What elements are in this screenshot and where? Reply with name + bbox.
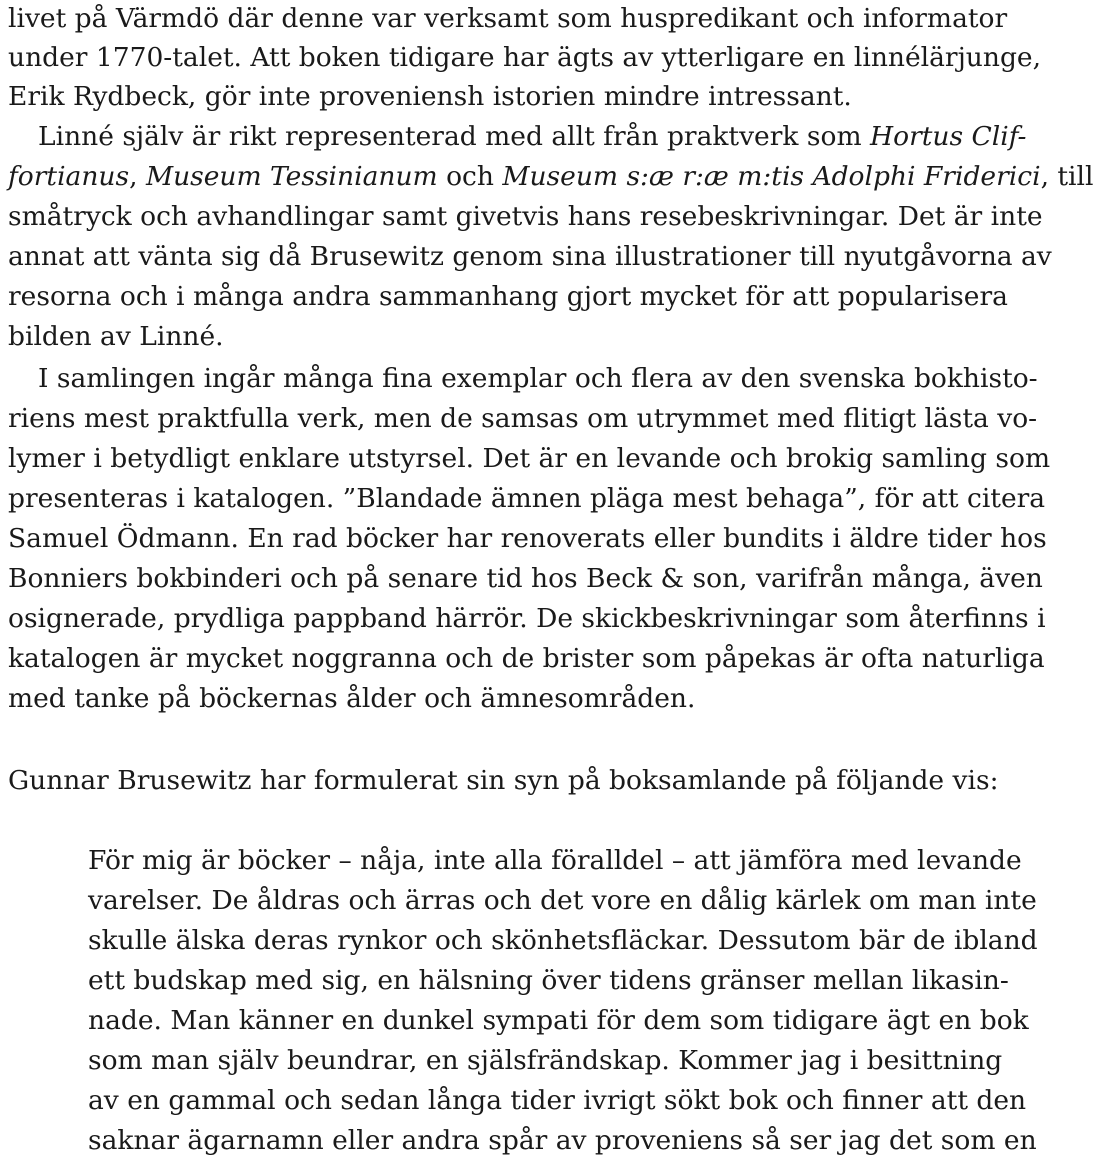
- text-line: [8, 318, 952, 358]
- text-span: Linné själv är rikt representerad med allt från praktverk som: [38, 121, 870, 152]
- text-span: med tanke på böckernas ålder och ämnesområden.: [8, 683, 696, 714]
- text-span: annat att vänta sig då Brusewitz genom sina illustrationer till nyutgåvorna av: [8, 241, 1052, 272]
- text-line: [8, 440, 1051, 480]
- text-line: [8, 39, 1042, 79]
- quote-line: som man själv beundrar, en själsfrändskap. Kommer jag i besittning: [88, 1045, 1003, 1076]
- text-span: resorna och i många andra sammanhang gjort mycket för att popularisera: [8, 281, 1008, 312]
- text-span: Bonniers bokbinderi och på senare tid hos Beck & son, varifrån många, även: [8, 563, 1043, 594]
- text-span: ,: [129, 161, 146, 192]
- quote-line: saknar ägarnamn eller andra spår av proveniens så ser jag det som en: [88, 1125, 1037, 1156]
- text-span: under 1770-talet. Att boken tidigare har ägts av ytterligare en linnélärjunge,: [8, 42, 1042, 73]
- text-line: [8, 762, 999, 802]
- text-line: [8, 600, 1046, 640]
- text-line: [8, 78, 952, 118]
- text-span: katalogen är mycket noggranna och de brister som påpekas är ofta naturliga: [8, 643, 1045, 674]
- text-span: presenteras i katalogen. ”Blandade ämnen pläga mest behaga”, för att citera: [8, 483, 1046, 514]
- text-span: , till: [1040, 161, 1094, 192]
- text-line: [8, 238, 1052, 278]
- text-line: [8, 480, 1046, 520]
- text-line: [8, 680, 952, 720]
- text-line: [8, 278, 1008, 318]
- text-line: [8, 560, 1043, 600]
- text-span: Gunnar Brusewitz har formulerat sin syn på boksamlande på följande vis:: [8, 765, 999, 796]
- text-span: Samuel Ödmann. En rad böcker har renoverats eller bundits i äldre tider hos: [8, 523, 1047, 554]
- book-title: Museum s:æ r:æ m:tis Adolphi Friderici: [502, 161, 1041, 192]
- text-span: Erik Rydbeck, gör inte proveniensh istorien mindre intressant.: [8, 81, 852, 112]
- text-line: [8, 158, 1094, 198]
- text-line: [8, 0, 1008, 40]
- text-line: [8, 400, 1038, 440]
- book-title: fortianus: [8, 161, 130, 192]
- quote-line: skulle älska deras rynkor och skönhetsfläckar. Dessutom bär de ibland: [88, 925, 1038, 956]
- text-span: bilden av Linné.: [8, 321, 224, 352]
- text-line: [8, 118, 1027, 158]
- quote-line: För mig är böcker – nåja, inte alla föralldel – att jämföra med levande: [88, 845, 1022, 876]
- text-span: lymer i betydligt enklare utstyrsel. Det är en levande och brokig samling som: [8, 443, 1051, 474]
- text-line: [8, 360, 1038, 400]
- quote-line: varelser. De åldras och ärras och det vore en dålig kärlek om man inte: [88, 885, 1037, 916]
- text-line: [8, 640, 1045, 680]
- text-span: småtryck och avhandlingar samt givetvis hans resebeskrivningar. Det är inte: [8, 201, 1043, 232]
- text-span: riens mest praktfulla verk, men de samsas om utrymmet med flitigt lästa vo-: [8, 403, 1038, 434]
- text-span: osignerade, prydliga pappband härrör. De skickbeskrivningar som återfinns i: [8, 603, 1046, 634]
- book-title: Hortus Clif-: [870, 121, 1027, 152]
- text-span: och: [437, 161, 503, 192]
- text-span: I samlingen ingår många fina exemplar och flera av den svenska bokhisto-: [38, 363, 1038, 394]
- quote-line: ett budskap med sig, en hälsning över tidens gränser mellan likasin-: [88, 965, 1009, 996]
- book-title: Museum Tessinianum: [145, 161, 438, 192]
- quote-line: av en gammal och sedan långa tider ivrigt sökt bok och finner att den: [88, 1085, 1027, 1116]
- text-line: [8, 198, 1043, 238]
- text-line: [8, 520, 1047, 560]
- quote-line: nade. Man känner en dunkel sympati för dem som tidigare ägt en bok: [88, 1005, 1029, 1036]
- text-span: livet på Värmdö där denne var verksamt som huspredikant och informator: [8, 3, 1008, 34]
